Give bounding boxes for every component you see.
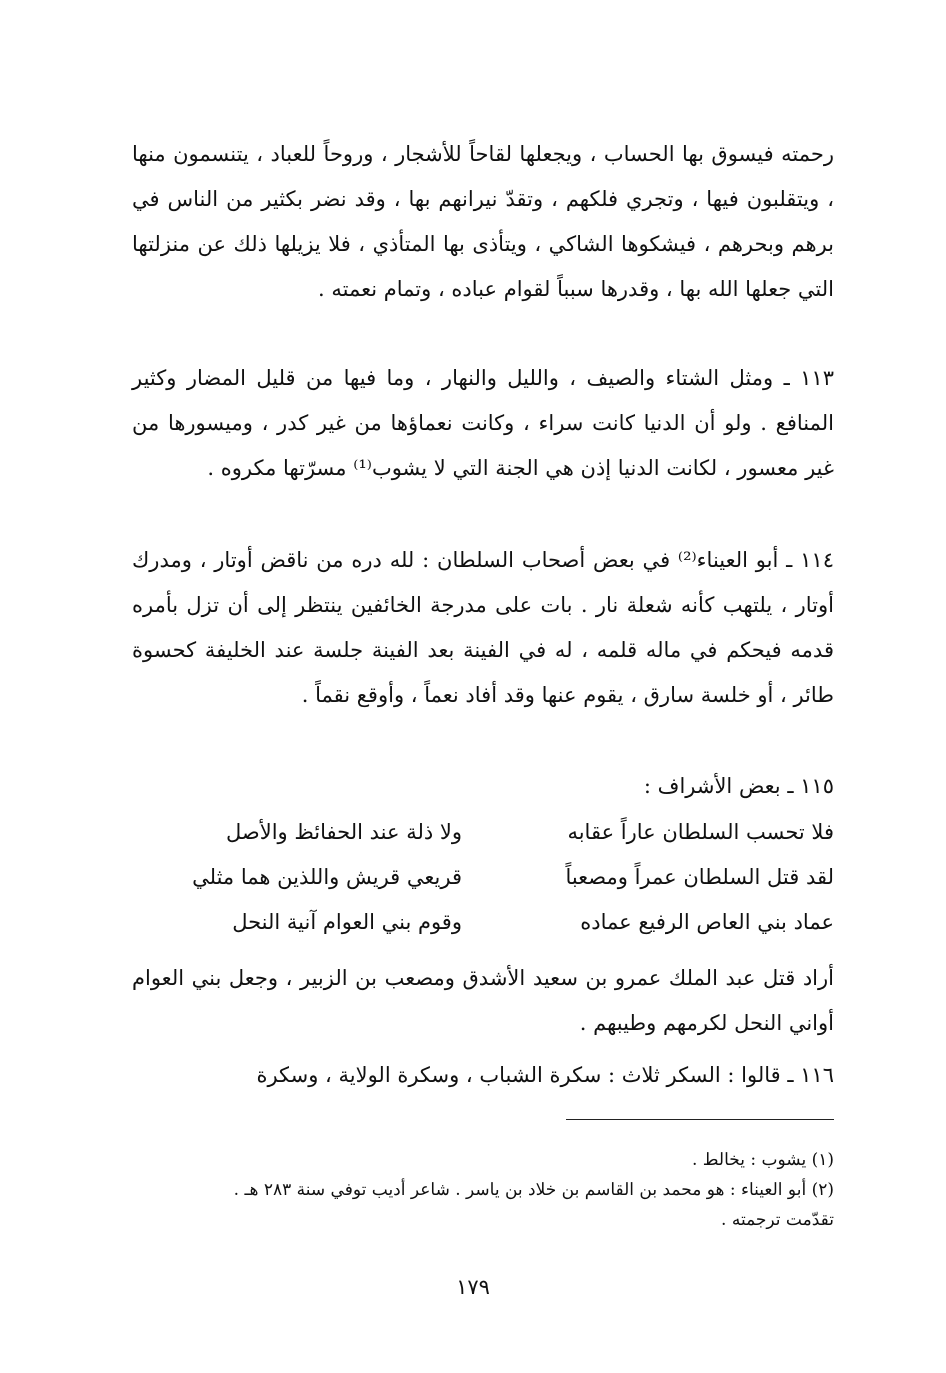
poem-hemistich-second: وقوم بني العوام آنية النحل [232,910,462,934]
poem [132,810,834,945]
poem-hemistich-first: عماد بني العاص الرفيع عماده [580,910,834,934]
paragraph-113: ١١٣ ـ ومثل الشتاء والصيف ، والليل والنهار ، وما فيها من قليل المضار وكثير المنافع . ولو أن الدنيا كانت سراء ، وكانت نعماؤها من غير كدر ، وميسورها من غير معسور ، لكانت الدنيا إذن هي الجنة التي لا يشوب⁽¹⁾ مسرّتها مكروه . [132,366,834,480]
footnote-2 [132,1175,834,1235]
paragraph-115-heading: ١١٥ ـ بعض الأشراف : [643,774,834,798]
poem-hemistich-second: ولا ذلة عند الحفائظ والأصل [226,820,462,844]
poem-hemistich-second: قريعي قريش واللذين هما مثلي [192,865,462,889]
poem-hemistich-first: فلا تحسب السلطان عاراً عقابه [567,820,834,844]
paragraph-continuation: رحمته فيسوق بها الحساب ، ويجعلها لقاحاً للأشجار ، وروحاً للعباد ، يتنسمون منها ، ويتقلبون فيها ، وتجري فلكهم ، وتقدّ نيرانهم بها ، وقد نضر بكثير من الناس في برهم وبحرهم ، فيشكوها الشاكي ، ويتأذى بها المتأذي ، فلا يزيلها ذلك عن منزلتها التي جعلها الله بها ، وقدرها سبباً لقوام عباده ، وتمام نعمته . [132,142,834,301]
paragraph-114: ١١٤ ـ أبو العيناء⁽²⁾ في بعض أصحاب السلطان : لله دره من ناقض أوتار ، ومدرك أوتار ، يلتهب كأنه شعلة نار . بات على مدرجة الخائفين ينتظر إلى أن تزل بأمره قدمه فيحكم في ماله قلمه ، له في الفينة بعد الفينة جلسة عند الخليفة كحسوة طائر ، أو خلسة سارق ، يقوم عنها وقد أفاد نعماً ، وأوقع نقماً . [132,548,834,707]
footnote-divider [566,1119,834,1120]
poem-verse [132,855,834,900]
footnote-2-continuation: تقدّمت ترجمته . [721,1210,834,1230]
paragraph-116: ١١٦ ـ قالوا : السكر ثلاث : سكرة الشباب ، وسكرة الولاية ، وسكرة [256,1063,834,1087]
poem-verse [132,810,834,855]
footnote-1-text: (١) يشوب : يخالط . [691,1150,834,1170]
footnote-1 [132,1145,834,1175]
poem-explanation: أراد قتل عبد الملك عمرو بن سعيد الأشدق ومصعب بن الزبير ، وجعل بني العوام أواني النحل لكرمهم وطيبهم . [132,966,834,1035]
footnotes [132,1145,834,1235]
page-number: ١٧٩ [456,1275,490,1299]
poem-verse [132,900,834,945]
poem-hemistich-first: لقد قتل السلطان عمراً ومصعباً [565,865,834,889]
footnote-2-text: (٢) أبو العيناء : هو محمد بن القاسم بن خلاد بن ياسر . شاعر أديب توفي سنة ٢٨٣ هـ . [233,1180,834,1200]
